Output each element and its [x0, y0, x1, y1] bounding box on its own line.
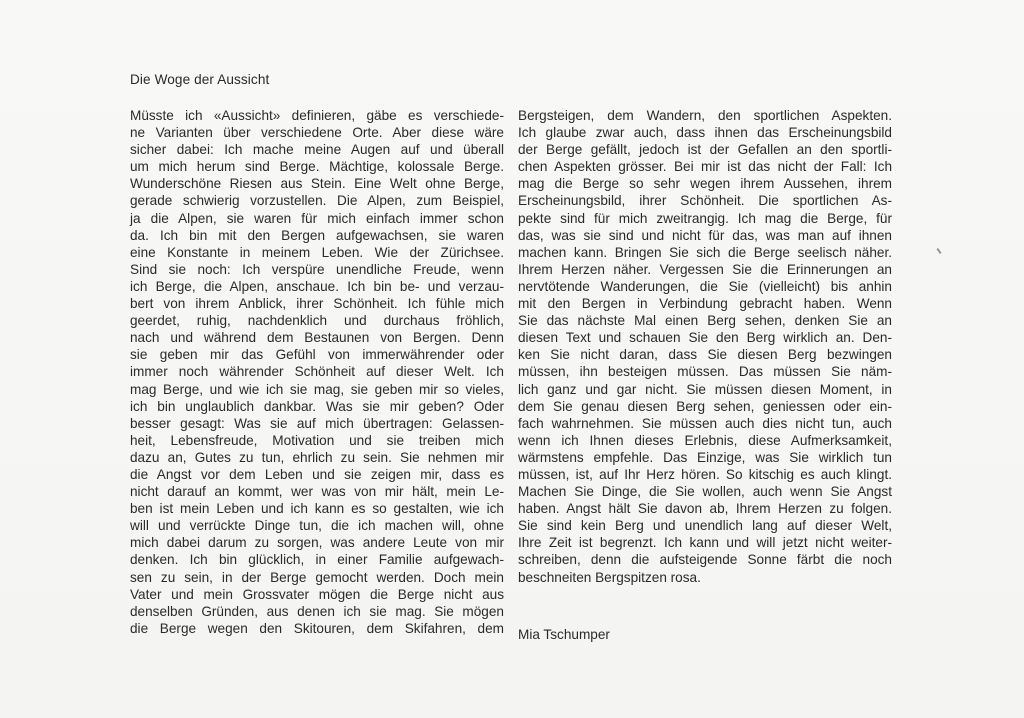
text-line: ben ist mein Leben und ich kann es so gestalten, wie ich [130, 501, 504, 517]
text-line: schreiben, denn die aufsteigende Sonne färbt die noch [518, 552, 892, 568]
text-line: mag die Berge so sehr wegen ihrem Aussehen, ihrem [518, 176, 892, 192]
text-line: machen kann. Bringen Sie sich die Berge seelisch näher. [518, 244, 892, 260]
text-line: Ihrem Herzen näher. Vergessen Sie die Erinnerungen an [518, 261, 892, 277]
text-column-left [130, 107, 504, 637]
text-line: Machen Sie Dinge, die Sie wollen, auch wenn Sie Angst [518, 484, 892, 500]
text-line: müssen, ist, auf Ihr Herz hören. So kitschig es auch klingt. [518, 466, 892, 482]
text-line: fach wahrnehmen. Sie müssen auch dies nicht tun, auch [518, 415, 892, 431]
text-line: Erscheinungsbild, ihrer Schönheit. Die sportlichen As- [518, 193, 892, 209]
text-line: ich bin unglaublich dankbar. Was sie mir geben? Oder [130, 398, 504, 414]
text-line: Vater und mein Grossvater mögen die Berge nicht aus [130, 586, 504, 602]
text-line: Müsste ich «Aussicht» definieren, gäbe es verschiede- [130, 108, 504, 123]
text-line: gerade schwierig vorzustellen. Die Alpen, zum Beispiel, [130, 193, 504, 209]
text-line: mich dabei darum zu sorgen, was andere Leute von mir [130, 535, 504, 551]
text-line: will und verrückte Dinge tun, die ich machen will, ohne [130, 518, 504, 534]
text-line: Sie das nächste Mal einen Berg sehen, denken Sie an [518, 313, 892, 329]
text-line: wenn ich Ihnen dieses Erlebnis, diese Aufmerksamkeit, [518, 432, 892, 448]
document-title: Die Woge der Aussicht [130, 72, 270, 87]
text-line: besser gesagt: Was sie auf mich übertragen: Gelassen- [130, 415, 504, 431]
text-line: immer noch währender Schönheit auf dieser Welt. Ich [130, 364, 504, 380]
text-line: sen zu sein, in der Berge gemocht werden. Doch mein [130, 569, 504, 585]
text-line: beschneiten Bergspitzen rosa. [518, 569, 701, 585]
text-line: Sie sind kein Berg und unendlich lang auf dieser Welt, [518, 518, 892, 534]
text-line: Sind sie noch: Ich verspüre unendliche Freude, wenn [130, 261, 504, 277]
text-line: müssen, ihn besteigen müssen. Das müssen Sie näm- [518, 364, 892, 380]
text-line: ne Varianten über verschiedene Orte. Aber diese wäre [130, 125, 504, 141]
paper-speck [936, 248, 941, 254]
author-signature-line: Mia Tschumper [518, 627, 610, 642]
text-line: dem Sie genau diesen Berg sehen, geniessen oder ein- [518, 398, 892, 414]
text-line: nach und während dem Bestaunen von Bergen. Denn [130, 330, 504, 346]
text-line: lich ganz und gar nicht. Sie müssen diesen Moment, in [518, 381, 892, 397]
text-line: Wunderschöne Riesen aus Stein. Eine Welt ohne Berge, [130, 176, 504, 192]
text-line: um mich herum sind Berge. Mächtige, kolossale Berge. [130, 159, 504, 175]
text-line: nervtötende Wanderungen, die Sie (vielleicht) bis anhin [518, 278, 892, 294]
text-line: haben. Angst hält Sie davon ab, Ihrem Herzen zu folgen. [518, 501, 892, 517]
text-line: da. Ich bin mit den Bergen aufgewachsen, sie waren [130, 227, 504, 243]
text-line: die Angst vor dem Leben und sie zeigen mir, dass es [130, 466, 504, 482]
text-line: denken. Ich bin glücklich, in einer Familie aufgewach- [130, 552, 504, 568]
text-line: ja die Alpen, sie waren für mich einfach immer schon [130, 210, 504, 226]
text-line: Ich glaube zwar auch, dass ihnen das Erscheinungsbild [518, 125, 892, 141]
text-line: die Berge wegen den Skitouren, dem Skifahren, dem [130, 620, 504, 636]
text-line: pekte sind für mich zweitrangig. Ich mag die Berge, für [518, 210, 892, 226]
text-line: mit den Bergen in Verbindung gebracht haben. Wenn [518, 296, 892, 312]
text-line: nicht darauf an kommt, wer was von mir hält, mein Le- [130, 484, 504, 500]
text-line: ken Sie nicht daran, dass Sie diesen Berg bezwingen [518, 347, 892, 363]
text-line: mag Berge, und wie ich sie mag, sie geben mir so vieles, [130, 381, 504, 397]
text-line: sie geben mir das Gefühl von immerwährender oder [130, 347, 504, 363]
text-line: diesen Text und schauen Sie den Berg wirklich an. Den- [518, 330, 892, 346]
text-line: eine Konstante in meinem Leben. Wie der Zürichsee. [130, 244, 504, 260]
text-line: heit, Lebensfreude, Motivation und sie treiben mich [130, 432, 504, 448]
text-line: denselben Gründen, aus denen ich sie mag. Sie mögen [130, 603, 504, 619]
text-line: ich Berge, die Alpen, anschaue. Ich bin be- und verzau- [130, 278, 504, 294]
text-line: Bergsteigen, dem Wandern, den sportlichen Aspekten. [518, 108, 892, 123]
text-line: sicher dabei: Ich mache meine Augen auf und überall [130, 142, 504, 158]
text-column-right [518, 107, 892, 586]
text-line: wärmstens empfehle. Das Einzige, was Sie wirklich tun [518, 449, 892, 465]
text-line: bert von ihrem Anblick, ihrer Schönheit. Ich fühle mich [130, 296, 504, 312]
text-line: dazu an, Gutes zu tun, ehrlich zu sein. Sie nehmen mir [130, 449, 504, 465]
text-line: chen Aspekten grösser. Bei mir ist das nicht der Fall: Ich [518, 159, 892, 175]
text-line: der Berge gefällt, jedoch ist der Gefallen an den sportli- [518, 142, 892, 158]
text-line: das, was sie sind und nicht für das, was man auf ihnen [518, 227, 892, 243]
text-line: Ihre Zeit ist begrenzt. Ich kann und will jetzt nicht weiter- [518, 535, 892, 551]
text-line: geerdet, ruhig, nachdenklich und durchaus fröhlich, [130, 313, 504, 329]
